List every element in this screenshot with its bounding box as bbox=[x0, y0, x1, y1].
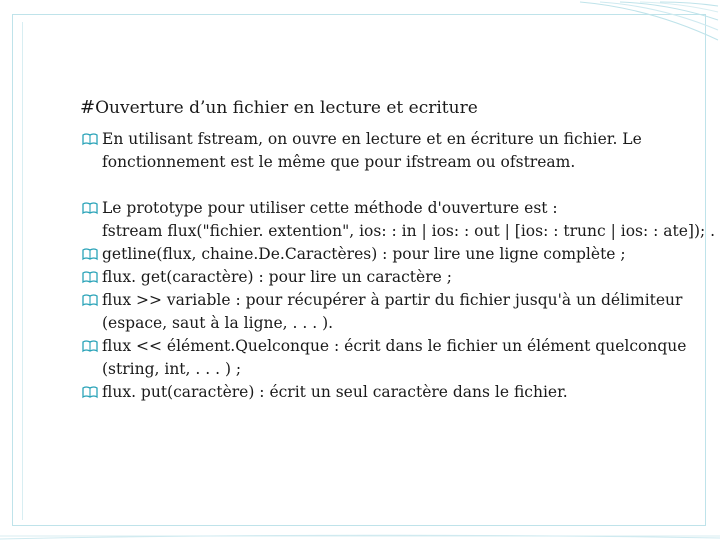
bullet-line: flux. get(caractère) : pour lire un caractère ; bbox=[102, 268, 452, 286]
bullet-line: getline(flux, chaine.De.Caractères) : pour lire une ligne complète ; bbox=[102, 245, 626, 263]
bullet-item-3 bbox=[82, 243, 682, 266]
bullet-line: fstream flux("fichier. extention", ios: : in | ios: : out | [ios: : trunc | ios: : ate]); . bbox=[102, 222, 716, 240]
book-icon bbox=[82, 270, 98, 284]
book-icon bbox=[82, 247, 98, 261]
bullet-list bbox=[82, 128, 716, 404]
bullet-item-6 bbox=[82, 335, 687, 381]
bullet-item-2 bbox=[82, 197, 716, 243]
bullet-item-5 bbox=[82, 289, 682, 335]
spacer bbox=[82, 174, 682, 197]
bullet-item-4 bbox=[82, 266, 682, 289]
bullet-line: (espace, saut à la ligne, . . . ). bbox=[102, 314, 334, 332]
bullet-item-1 bbox=[82, 128, 682, 174]
title-text: Ouverture d’un fichier en lecture et ecriture bbox=[95, 98, 478, 118]
book-icon bbox=[82, 339, 98, 353]
slide-title bbox=[80, 97, 478, 119]
bullet-line: (string, int, . . . ) ; bbox=[102, 360, 242, 378]
bullet-line: flux. put(caractère) : écrit un seul caractère dans le fichier. bbox=[102, 383, 568, 401]
bullet-line: fonctionnement est le même que pour ifstream ou ofstream. bbox=[102, 153, 576, 171]
corner-decoration bbox=[560, 0, 720, 60]
book-icon bbox=[82, 385, 98, 399]
bullet-line: En utilisant fstream, on ouvre en lecture et en écriture un fichier. Le bbox=[102, 130, 642, 148]
bullet-line: Le prototype pour utiliser cette méthode d'ouverture est : bbox=[102, 199, 558, 217]
title-hash: # bbox=[80, 97, 96, 118]
bullet-line: flux >> variable : pour récupérer à partir du fichier jusqu'à un délimiteur bbox=[102, 291, 683, 309]
book-icon bbox=[82, 132, 98, 146]
bullet-line: flux << élément.Quelconque : écrit dans le fichier un élément quelconque bbox=[102, 337, 687, 355]
book-icon bbox=[82, 293, 98, 307]
bullet-item-7 bbox=[82, 381, 682, 404]
book-icon bbox=[82, 201, 98, 215]
bottom-decoration bbox=[0, 510, 720, 540]
